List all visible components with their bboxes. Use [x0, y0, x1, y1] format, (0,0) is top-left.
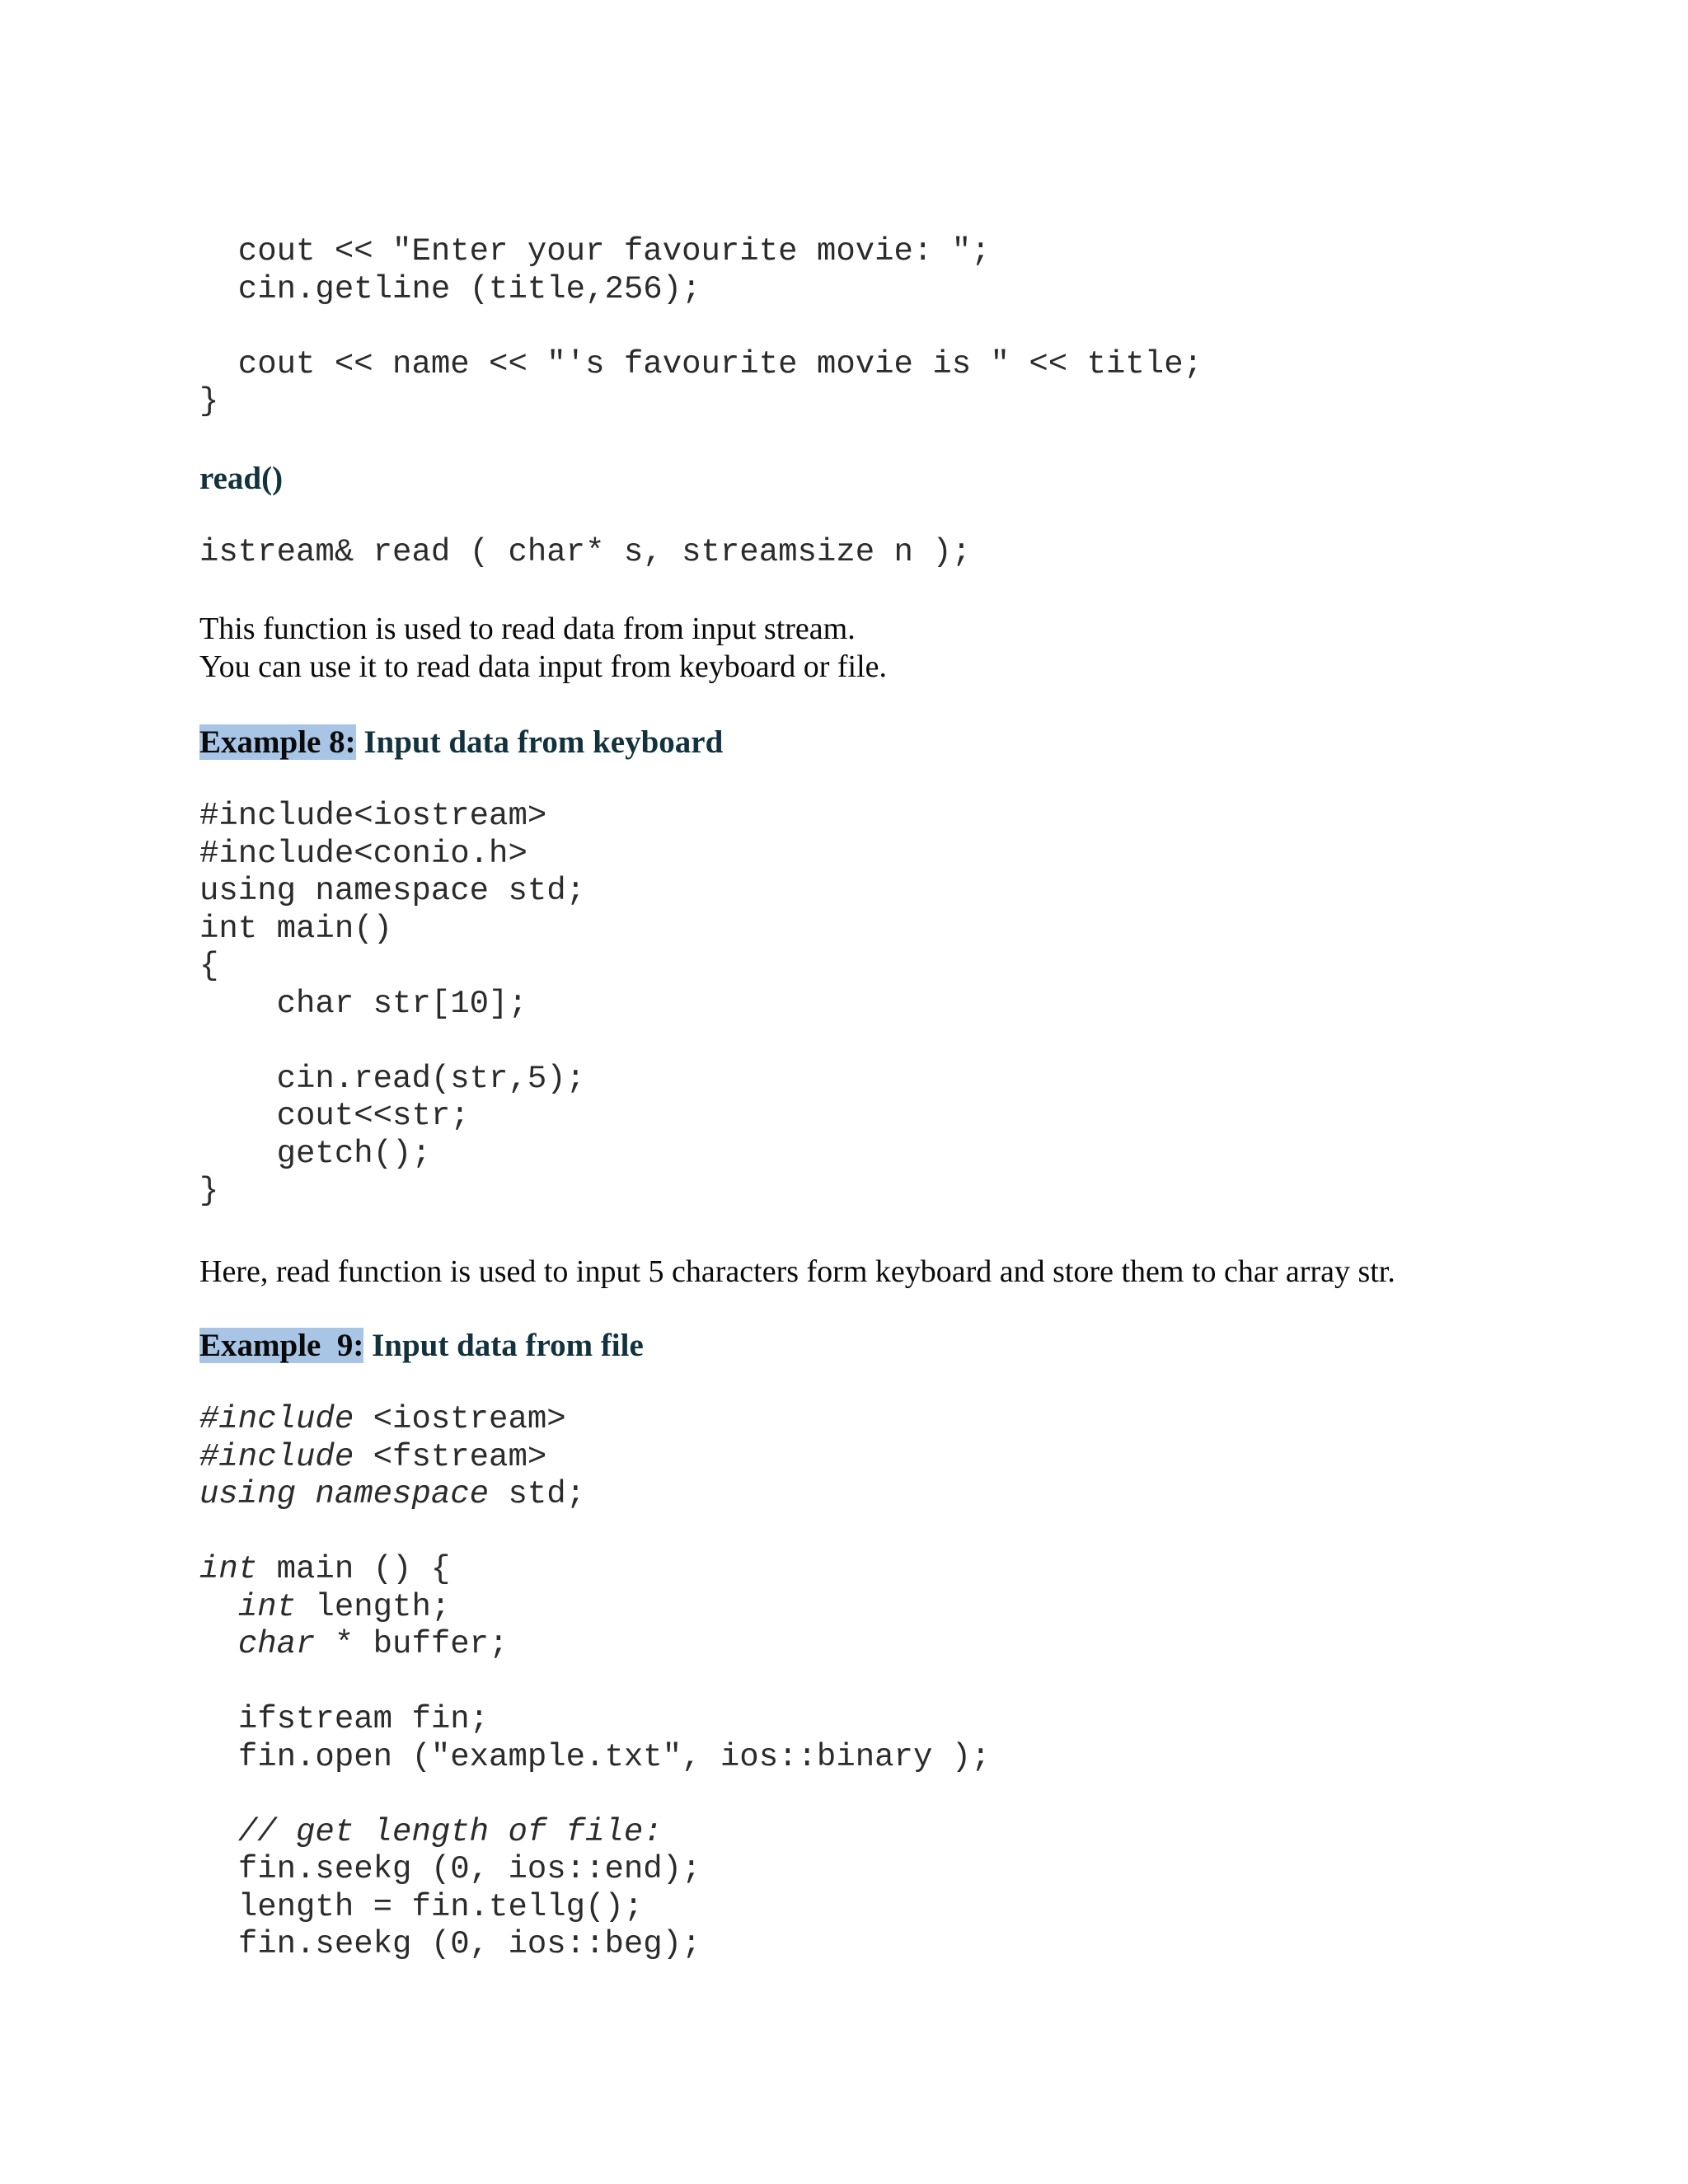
- code-line: int main(): [199, 910, 393, 947]
- example-8-title: Input data from keyboard: [355, 724, 724, 760]
- code-line: getch();: [199, 1135, 431, 1172]
- code-line: cout << name << "'s favourite movie is " << title;: [199, 345, 1203, 382]
- code-block-example-8: [199, 798, 585, 1211]
- code-keyword: using namespace: [199, 1476, 490, 1512]
- code-line: #include <iostream>: [199, 1401, 566, 1437]
- read-description-line: This function is used to read data from input stream.: [199, 612, 856, 646]
- code-line: cin.getline (title,256);: [199, 270, 701, 307]
- code-line: using namespace std;: [199, 1476, 586, 1512]
- code-keyword: int: [237, 1588, 297, 1625]
- code-line: fin.open ("example.txt", ios::binary );: [237, 1738, 991, 1775]
- code-line: istream& read ( char* s, streamsize n );: [199, 534, 972, 570]
- code-line: [199, 1023, 585, 1061]
- code-line: [199, 1814, 991, 1852]
- code-keyword: // get length of file:: [237, 1813, 663, 1850]
- code-line: [199, 308, 1203, 346]
- example-8-label: Example 8:: [199, 724, 356, 760]
- code-keyword: #include: [199, 1401, 354, 1437]
- code-line: cin.read(str,5);: [199, 1060, 586, 1097]
- example-8-note: Here, read function is used to input 5 characters form keyboard and store them to char array str.: [199, 1254, 1395, 1289]
- code-line: #include<iostream>: [199, 798, 547, 834]
- code-line: int length;: [237, 1588, 451, 1625]
- code-line: fin.seekg (0, ios::beg);: [237, 1926, 701, 1962]
- code-line: char * buffer;: [237, 1626, 509, 1662]
- code-block-top: [199, 233, 1203, 421]
- code-line: cout<<str;: [199, 1098, 470, 1134]
- example-9-title: Input data from file: [363, 1328, 644, 1363]
- code-line: fin.seekg (0, ios::end);: [237, 1851, 701, 1887]
- read-signature: [199, 534, 971, 572]
- code-line: ifstream fin;: [237, 1701, 490, 1737]
- code-keyword: #include: [199, 1438, 354, 1475]
- code-block-example-9: [199, 1401, 991, 1964]
- code-line: {: [199, 948, 219, 984]
- code-line: #include <fstream>: [199, 1438, 547, 1475]
- code-line: using namespace std;: [199, 873, 586, 909]
- code-line: [199, 1776, 991, 1814]
- code-line: [199, 1514, 991, 1552]
- code-line: char str[10];: [199, 985, 528, 1022]
- code-line: }: [199, 1173, 219, 1209]
- example-8-heading: [199, 724, 723, 762]
- code-keyword: char: [237, 1626, 316, 1662]
- code-line: int main () {: [199, 1551, 451, 1587]
- read-description-line: You can use it to read data input from keyboard or file.: [199, 649, 888, 684]
- code-line: length = fin.tellg();: [237, 1888, 644, 1925]
- section-heading-read: read(): [199, 461, 284, 496]
- code-line: #include<conio.h>: [199, 835, 528, 872]
- example-9-heading: [199, 1327, 644, 1365]
- code-line: cout << "Enter your favourite movie: ";: [199, 233, 991, 269]
- code-line: [199, 1664, 991, 1702]
- example-9-label: Example 9:: [199, 1328, 364, 1363]
- code-keyword: int: [199, 1551, 258, 1587]
- code-line: }: [199, 383, 219, 419]
